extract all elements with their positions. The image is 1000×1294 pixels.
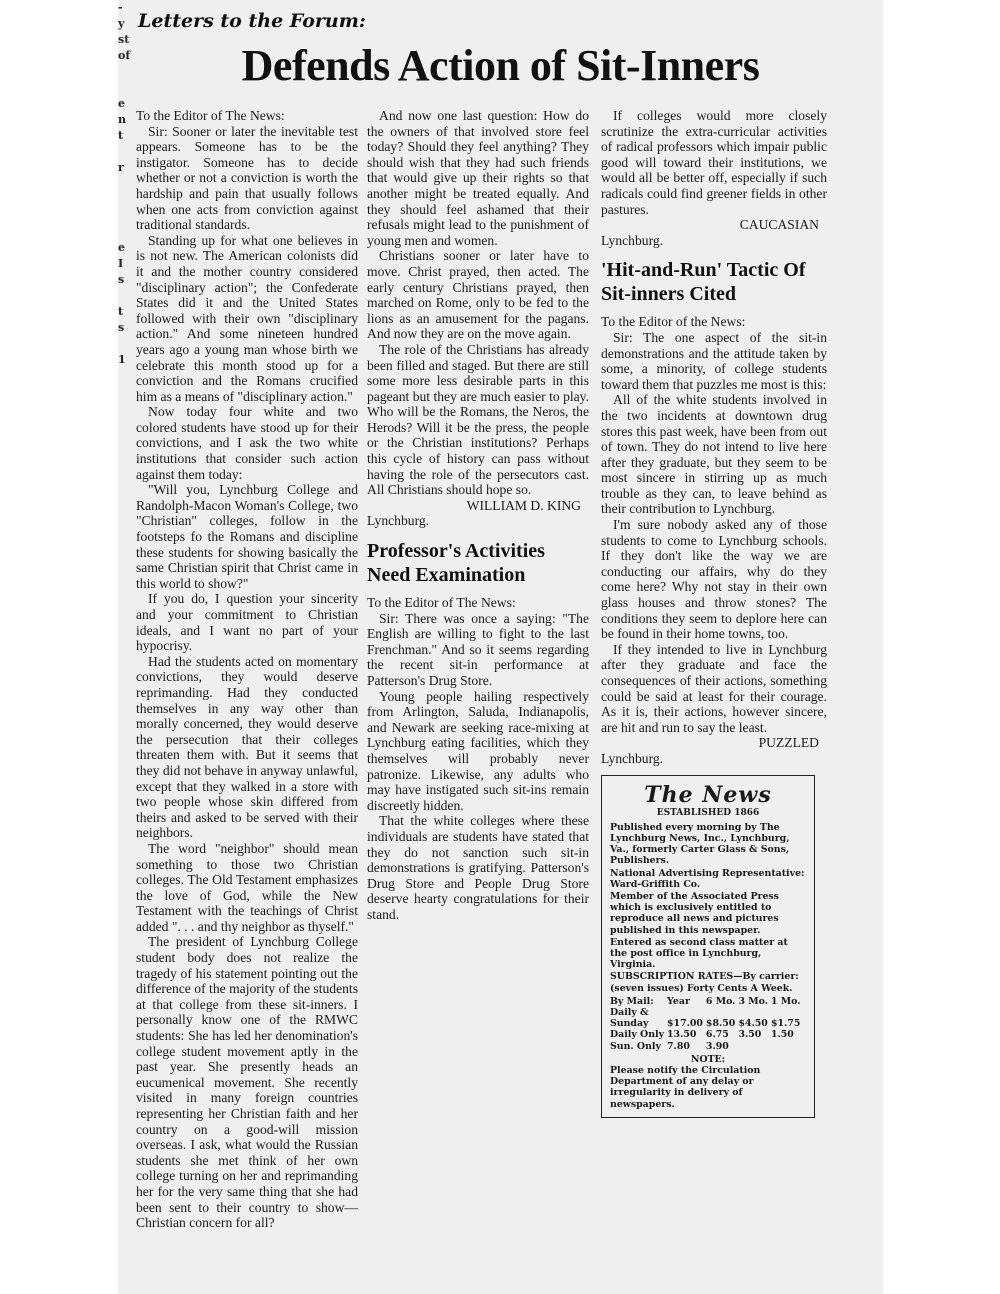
rates-cell: $17.00: [667, 1018, 703, 1030]
letter1-paragraph: The role of the Christians has already been filled and staged. But there are still some more less desirable parts in this pageant but they are much easier to play. Who will be the Romans, the Neros, the Herods? Will it be the press, the people or the Christian institutions? Perhaps this cycle of history can pass without having the role of the persecutors cast. All Christians should hope so.: [367, 341, 589, 498]
edge-fragment: [118, 448, 132, 464]
masthead-line: Entered as second class matter at the post office in Lynchburg, Virginia.: [610, 936, 788, 971]
column-1: [136, 108, 358, 1258]
edge-fragment: [118, 384, 132, 400]
rates-cell: 6 Mo.: [705, 995, 736, 1007]
rates-cell: $8.50: [705, 1018, 736, 1030]
rates-cell: $1.75: [770, 1018, 801, 1030]
letter2-paragraph: If colleges would more closely scrutinize the extra-curricular activities of radical professors which impair public good will toward their institutions, we would all be better off, especially if such radicals could find greener fields in other pastures.: [601, 108, 827, 217]
edge-fragment: [118, 224, 132, 240]
edge-fragment: [118, 80, 132, 96]
rates-row: [610, 1007, 804, 1018]
letter3-paragraph: Sir: The one aspect of the sit-in demonstrations and the attitude taken by some, a minority, of college students toward them that puzzles me most is this:: [601, 329, 827, 392]
letter2-headline: Professor's Activities Need Examination: [367, 540, 545, 587]
letter1-paragraph: Sir: Sooner or later the inevitable test appears. Someone has to be the instigator. Someone has to decide whether or not a conviction is worth the hardship and pain that usually follows when one acts from conviction against traditional standards.: [136, 123, 358, 233]
rates-cell: Year: [667, 995, 690, 1007]
edge-fragment: [118, 416, 132, 432]
edge-fragment: [118, 64, 132, 80]
letter3-paragraph: If they intended to live in Lynchburg after they graduate and face the consequences of their actions, something could be said at least for their courage. As it is, their actions, however sincere, are hit and run to say the least.: [601, 641, 827, 735]
edge-fragment: [118, 608, 132, 624]
letter2-place: Lynchburg.: [601, 232, 664, 248]
edge-fragment: [118, 560, 132, 576]
edge-fragment: [118, 192, 132, 208]
edge-fragment: -: [118, 1, 123, 14]
masthead-note: Please notify the Circulation Department of any delay or irregularity in delivery of newspapers.: [610, 1065, 761, 1110]
masthead-line: National Advertising Representative: Ward-Griffith Co.: [610, 867, 805, 890]
letter2-paragraph: Sir: There was once a saying: "The English are willing to fight to the last Frenchman." And so it seems regarding the recent sit-in performance at Patterson's Drug Store.: [367, 610, 589, 688]
edge-fragment: r: [118, 161, 124, 174]
rates-cell: Sun. Only: [610, 1040, 661, 1052]
edge-fragment: [118, 208, 132, 224]
masthead-logo: The News: [644, 781, 772, 808]
rates-row: [610, 1041, 804, 1052]
edge-fragment: [118, 400, 132, 416]
edge-fragment: t: [118, 305, 124, 318]
edge-fragment: [118, 544, 132, 560]
letter3-salutation: To the Editor of the News:: [601, 314, 746, 330]
letter1-paragraph: The president of Lynchburg College student body does not realize the tragedy of his statement pointing out the difference of the majority of the students at that college from these sit-inners. I personally know one of the RMWC students: She has led her denomination's college student movement aptly in the past year. She presently heads an eucumenical movement. She recently visited in many foreign countries representing her Christian faith and her country on a good-will mission overseas. I ask, what would the Russian students she met think of her own college turning on her and reprimanding her for the very same thing that she had been sent to their country to show—Christian concern for all?: [136, 934, 358, 1231]
edge-fragment: [118, 368, 132, 384]
letter1-signature: WILLIAM D. KING: [466, 497, 581, 513]
masthead-line: SUBSCRIPTION RATES—By carrier: (seven issues) Forty Cents A Week.: [610, 971, 799, 994]
letter1-paragraph: Standing up for what one believes in is not new. The American colonists did it and the mother country considered "disciplinary action"; the Confederate States did it and the United States followed with their own "disciplinary action." And some nineteen hundred years ago a young man whose birth we celebrate this month stood up for a conviction and the Romans crucified him as a means of "disciplinary action.": [136, 232, 358, 404]
letter2-paragraph: Young people hailing respectively from Arlington, Saluda, Indianapolis, and Newark are seeking race-mixing at Lynchburg eating facilities, which they themselves will probably never patronize. Likewise, any adults who may have instigated such sit-ins remain discreetly hidden.: [367, 688, 589, 813]
letter2-salutation: To the Editor of The News:: [367, 595, 516, 611]
edge-fragment: st: [118, 33, 130, 46]
masthead-line: Published every morning by The Lynchburg News, Inc., Lynchburg, Va., formerly Carter Glass & Sons, Publishers.: [610, 821, 790, 867]
rates-cell: 3.90: [705, 1040, 729, 1052]
edge-fragment: 1: [118, 353, 126, 366]
rates-header-row: [610, 996, 804, 1007]
rates-cell: 1 Mo.: [770, 995, 801, 1007]
rates-cell: Daily &: [610, 1007, 649, 1019]
edge-fragment: [118, 480, 132, 496]
letter2-paragraph: That the white colleges where these individuals are students have stated that they do not sanction such sit-in demonstrations is gratifying. Patterson's Drug Store and People Drug Store deserve hearty congratulations for their stand.: [367, 813, 589, 922]
masthead-note-label: NOTE:: [690, 1053, 726, 1065]
edge-fragment: [118, 336, 132, 352]
section-kicker: Letters to the Forum:: [138, 10, 366, 32]
rates-cell: $4.50: [738, 1018, 768, 1030]
letter1-paragraph: "Will you, Lynchburg College and Randolph-Macon Woman's College, two "Christian" colleges, follow in the footsteps fo the Romans and discipline these students for showing basically the same Christian spirit that Christ came in this world to show?": [136, 482, 358, 591]
letter3-paragraph: All of the white students involved in the two incidents at downtown drug stores this past week, have been from out of town. They do not intend to live here after they graduate, but they seem to be most sincere in stirring up as much trouble as they can, to leave behind as their contribution to Lynchburg.: [601, 392, 827, 517]
subscription-rates-table: [610, 996, 804, 1052]
edge-fragment: [118, 464, 132, 480]
letter1-salutation: To the Editor of The News:: [136, 108, 285, 123]
masthead-established: ESTABLISHED 1866: [656, 807, 760, 818]
letter1-paragraph: If you do, I question your sincerity and your commitment to Christian ideals, and I want no part of your hypocrisy.: [136, 591, 358, 654]
letter1-paragraph: Now today four white and two colored students have stood up for their convictions, and I ask the two white institutions that consider such action against them today:: [136, 404, 358, 482]
edge-fragment: [118, 496, 132, 512]
rates-cell: By Mail:: [610, 995, 654, 1007]
newspaper-page: [118, 0, 883, 1294]
rates-cell: [738, 1041, 771, 1052]
rates-cell: [771, 1041, 804, 1052]
edge-fragment: s: [118, 321, 125, 334]
letter1-paragraph: And now one last question: How do the owners of that involved store feel today? Should they feel anything? They should wish that they had such friends that would give up their rights so that another might be treated equally. And they should feel ashamed that their refusals might lead to the punishment of young men and women.: [367, 108, 589, 248]
rates-cell: 7.80: [667, 1040, 690, 1052]
letter3-place: Lynchburg.: [601, 750, 664, 766]
edge-fragment: [118, 176, 132, 192]
edge-fragment: [118, 144, 132, 160]
rates-cell: 3.50: [738, 1029, 762, 1041]
edge-fragment: n: [118, 113, 126, 126]
edge-fragment: [118, 432, 132, 448]
edge-fragment: of: [118, 49, 131, 62]
letter1-paragraph: Had the students acted on momentary convictions, they would deserve reprimanding. Had they conducted themselves in any way other than morally concerned, they would deserve the persecution that their colleges threaten them with. But it seems that they did not behave in anyway unlawful, except that they walked in a store with two people whose skin differed from theirs and asked to be served with their neighbors.: [136, 653, 358, 841]
rates-row: [610, 1018, 804, 1029]
edge-fragment: [118, 592, 132, 608]
rates-cell: 6.75: [705, 1029, 729, 1041]
letter3-headline: 'Hit-and-Run' Tactic Of Sit-inners Cited: [601, 259, 806, 306]
rates-cell: 13.50: [667, 1029, 697, 1041]
edge-fragment: [118, 528, 132, 544]
edge-fragment: I: [118, 257, 124, 270]
edge-fragment: e: [118, 241, 125, 254]
edge-fragment: [118, 512, 132, 528]
rates-cell: 1.50: [770, 1029, 794, 1041]
clipped-adjacent-column: [118, 0, 132, 740]
edge-fragment: [118, 624, 132, 640]
edge-fragment: s: [118, 273, 125, 286]
column-2: [367, 108, 589, 1268]
letter1-paragraph: The word "neighbor" should mean something to those two Christian colleges. The Old Testament emphasizes the love of God, while the New Testament with the teachings of Christ added ". . . and thy neighbor as thyself.": [136, 840, 358, 934]
edge-fragment: [118, 576, 132, 592]
main-headline: Defends Action of Sit-Inners: [241, 41, 760, 90]
rates-cell: Sunday: [610, 1018, 649, 1030]
edge-fragment: [118, 288, 132, 304]
rates-cell: 3 Mo.: [738, 995, 768, 1007]
letter1-paragraph: Christians sooner or later have to move. Christ prayed, then acted. The early century Christians prayed, then marched on Rome, only to be fed to the lions as an amusement for the pagans. And now they are on the move again.: [367, 248, 589, 342]
edge-fragment: e: [118, 97, 125, 110]
newspaper-masthead-box: [601, 775, 815, 1118]
letter3-paragraph: I'm sure nobody asked any of those students to come to Lynchburg schools. If they don't like the way we are conducting our affairs, why do they come here? Why not stay in their own glass houses and throw stones? The conditions they seem to deplore here can be found in their home towns, too.: [601, 517, 827, 642]
rates-row: [610, 1029, 804, 1040]
letter1-place: Lynchburg.: [367, 513, 430, 529]
column-3: [601, 108, 827, 1268]
edge-fragment: y: [118, 17, 125, 30]
letter3-signature: PUZZLED: [758, 735, 819, 751]
edge-fragment: t: [118, 129, 124, 142]
masthead-line: Member of the Associated Press which is exclusively entitled to reproduce all news and pictures published in this newspaper.: [610, 890, 779, 936]
letter2-signature: CAUCASIAN: [739, 217, 819, 233]
rates-cell: Daily Only: [610, 1029, 665, 1041]
